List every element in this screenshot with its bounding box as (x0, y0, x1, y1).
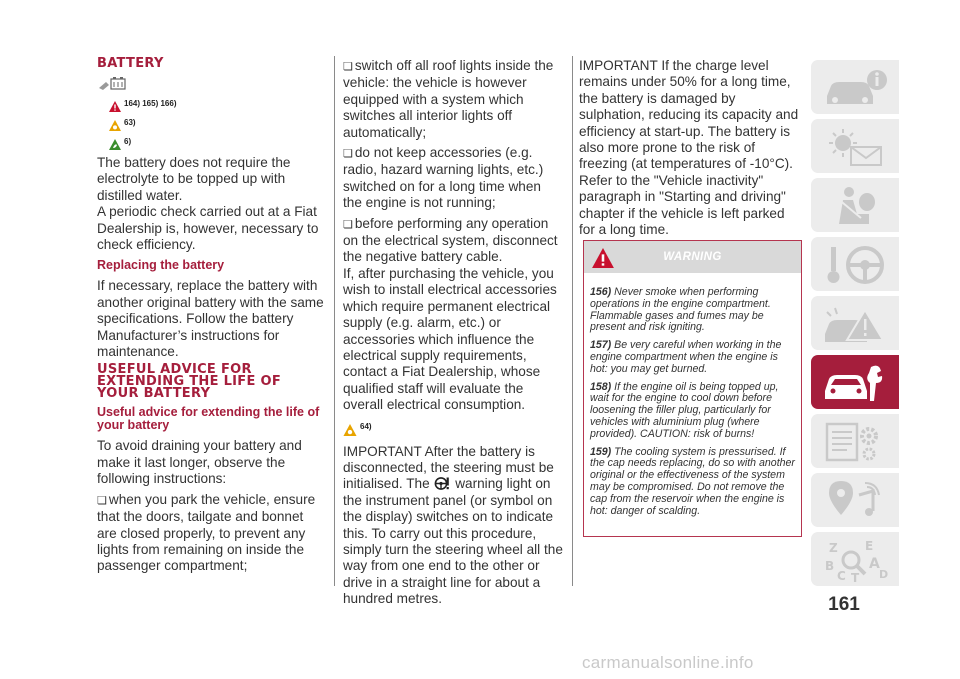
warning-item-number: 157) (590, 339, 612, 352)
warning-item (590, 340, 795, 375)
warning-lights-envelope-icon (821, 125, 891, 169)
tab-maintenance[interactable] (811, 355, 899, 409)
warning-item-number: 156) (590, 286, 612, 298)
paragraph-steering-init (343, 444, 563, 608)
caution-ref-64 (343, 422, 563, 436)
column-divider (572, 56, 573, 586)
warning-body (584, 273, 801, 517)
car-wrench-icon (821, 361, 891, 405)
alphabetical-index-icon (821, 538, 891, 582)
watermark: carmanualsonline.info (582, 653, 754, 672)
paragraph-part: warning light on the instrument panel (or symbol on the display) switches on to indicate this. To carry out this procedure, simply turn the steering wheel all the way from one end to the other or drive in a straight line for about a hundred metres. (343, 476, 563, 607)
svg-text:E: E (865, 539, 874, 553)
subheading-useful-advice: Useful advice for extending the life of your battery (97, 405, 320, 433)
svg-text:D: D (879, 568, 889, 581)
tab-emergency[interactable] (811, 296, 899, 350)
bullet-item (343, 216, 563, 266)
svg-text:B: B (825, 559, 835, 573)
bullet-box-icon (343, 145, 355, 160)
tab-multimedia[interactable] (811, 473, 899, 527)
paragraph: If necessary, replace the battery with another original battery with the same specifications. Follow the battery Manufacturer’s instructions for maintenance. (97, 278, 324, 360)
paragraph-part: IMPORTANT After the battery is disconnected, the steering must be initialised. The (343, 443, 554, 492)
bullet-item (343, 58, 563, 141)
subheading-replacing-battery: Replacing the battery (97, 258, 225, 273)
bullet-text: before performing any operation on the electrical system, disconnect the negative battery cable. (343, 215, 558, 265)
danger-ref-numbers: 164) 165) 166) (124, 98, 177, 108)
tab-car-info[interactable] (811, 60, 899, 114)
warning-box (583, 240, 802, 537)
svg-text:A: A (869, 556, 880, 572)
bullet-text: do not keep accessories (e.g. radio, hazard warning lights, etc.) switched on for a long time when the engine is not running; (343, 145, 544, 211)
warning-item-text: Never smoke when performing operations in the engine compartment. Flammable gases and fumes may be present and risk igniting. (590, 286, 771, 334)
tab-starting-driving[interactable] (811, 237, 899, 291)
section-title-useful-advice: USEFUL ADVICE FOR EXTENDING THE LIFE OF YOUR BATTERY (97, 362, 282, 402)
tab-technical-data[interactable] (811, 414, 899, 468)
column-2 (343, 58, 563, 612)
environment-ref (109, 136, 325, 150)
section-title-battery: BATTERY (97, 56, 164, 71)
page-number: 161 (828, 594, 860, 615)
environment-ref-numbers: 6) (124, 136, 132, 146)
warning-header (584, 241, 801, 273)
bullet-item (97, 492, 325, 575)
warning-item (590, 287, 795, 334)
tab-safety[interactable] (811, 178, 899, 232)
warning-title: WARNING (663, 251, 722, 263)
bullet-box-icon (343, 58, 355, 73)
warning-item-number: 159) (590, 445, 612, 458)
paragraph: A periodic check carried out at a Fiat Dealership is, however, necessary to check efficiency. (97, 204, 319, 253)
warning-item (590, 382, 795, 441)
warning-item-text: Be very careful when working in the engine compartment when the engine is hot: you may get burned. (590, 339, 782, 375)
caution-hand-icon (109, 120, 121, 131)
tab-index[interactable] (811, 532, 899, 586)
svg-text:T: T (851, 571, 860, 582)
bullet-text: when you park the vehicle, ensure that the doors, tailgate and bonnet are closed properly, to prevent any lights from remaining on inside the passenger compartment; (97, 491, 316, 574)
warning-item (590, 447, 795, 518)
paragraph: To avoid draining your battery and make it last longer, observe the following instructions: (97, 438, 302, 487)
music-navigation-icon (821, 479, 891, 523)
car-emergency-icon (821, 302, 891, 346)
tab-warning-lights[interactable] (811, 119, 899, 173)
bullet-item (343, 145, 563, 212)
steering-warning-icon (434, 477, 450, 490)
caution-ref-numbers: 63) (124, 117, 136, 127)
seat-airbag-icon (821, 184, 891, 228)
caution-hand-icon (343, 424, 357, 436)
caution-ref-numbers: 64) (360, 422, 372, 432)
paragraph-charge-level: IMPORTANT If the charge level remains under 50% for a long time, the battery is damaged by sulphation, reducing its capacity and efficiency at start-up. The battery is also more prone to the risk of freezing (at temperatures of -10°C). Refer to the "Vehicle inactivity" paragraph in "Starting and driving" chapter if the vehicle is left parked for a long time. (579, 58, 799, 238)
paragraph: If, after purchasing the vehicle, you wish to install electrical accessories which require permanent electrical supply (e.g. alarm, etc.) or accessories which influence the electrical supply requirements, contact a Fiat Dealership, whose qualified staff will evaluate the overall electrical consumption. (343, 265, 557, 413)
document-gear-icon (821, 420, 891, 464)
warning-item-text: The cooling system is pressurised. If the cap needs replacing, do so with another original or the effectiveness of the system may be compromised. Do not remove the cap from the reservoir when the engine is hot: danger of scalding. (590, 445, 795, 517)
danger-ref (109, 98, 325, 112)
warning-item-text: If the engine oil is being topped up, wait for the engine to cool down before loosening the filler plug, particularly for vehicles with aluminium plug (where provided). CAUTION: risk of burns! (590, 380, 779, 440)
paragraph: The battery does not require the electrolyte to be topped up with distilled water. (97, 155, 291, 203)
column-divider (334, 56, 335, 586)
key-steering-wheel-icon (821, 243, 891, 287)
danger-triangle-icon (109, 101, 121, 112)
battery-recycle-icon (97, 76, 325, 92)
svg-text:Z: Z (829, 541, 838, 555)
bullet-text: switch off all roof lights inside the vehicle: the vehicle is however equipped with a system which switches all interior lights off automatically; (343, 58, 554, 140)
bullet-box-icon (343, 216, 355, 231)
column-1 (97, 58, 325, 579)
column-3 (579, 58, 801, 242)
warning-item-number: 158) (590, 380, 612, 393)
bullet-box-icon (97, 492, 109, 507)
environment-leaf-icon (109, 139, 121, 150)
caution-ref (109, 117, 325, 131)
car-info-icon (821, 66, 891, 110)
svg-text:C: C (837, 569, 846, 582)
